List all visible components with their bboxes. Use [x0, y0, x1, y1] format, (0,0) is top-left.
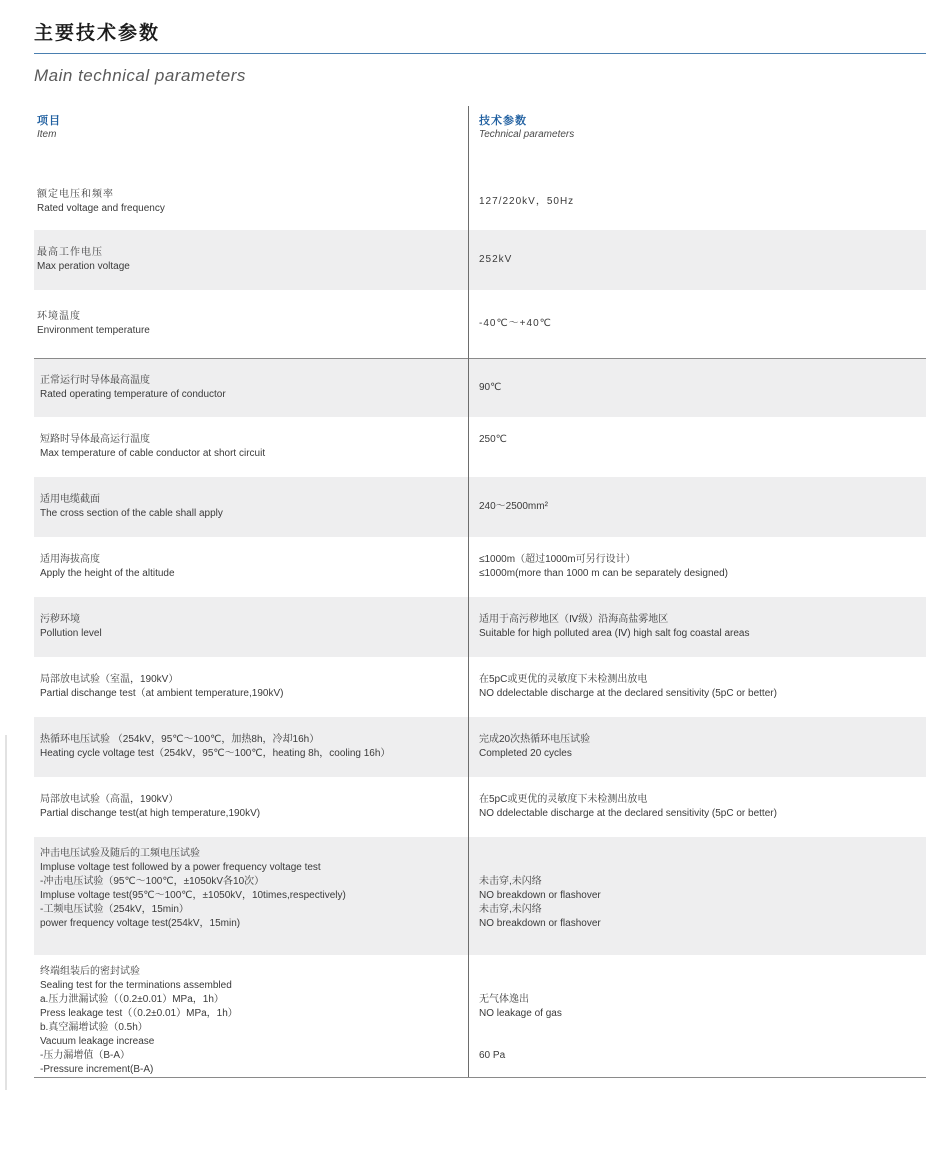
- row-item-cn: 适用海拔高度: [40, 554, 100, 565]
- table-row: [34, 597, 926, 657]
- row-item-cn: 局部放电试验（室温，190kV）: [40, 674, 179, 685]
- row-item-cn: 局部放电试验（高温，190kV）: [40, 794, 179, 805]
- row-item-cn: 额定电压和频率: [37, 189, 114, 200]
- page-title: 主要技术参数: [34, 23, 161, 44]
- table-row: [34, 657, 926, 717]
- row-value-cell: [468, 230, 926, 290]
- row-item-cn: 冲击电压试验及随后的工频电压试验: [40, 848, 200, 859]
- header-item-cell: [34, 106, 468, 174]
- table-row: [34, 537, 926, 597]
- row-item-en: Partial dischange test（at ambient temperature,190kV): [40, 688, 284, 699]
- page-subtitle: Main technical parameters: [34, 66, 246, 85]
- row-item-en: Apply the height of the altitude: [40, 568, 175, 579]
- table-row: [34, 477, 926, 537]
- table-row: [34, 777, 926, 837]
- row-value: Suitable for high polluted area (Ⅳ) high salt fog coastal areas: [479, 628, 750, 639]
- row-item-cell: [34, 477, 468, 537]
- row-item-cn: 最高工作电压: [37, 247, 103, 258]
- row-item-en: Sealing test for the terminations assembled: [40, 980, 232, 991]
- row-value: 在5pC或更优的灵敏度下未检测出放电: [479, 794, 648, 805]
- table-row: [34, 417, 926, 477]
- row-item-cn: 短路时导体最高运行温度: [40, 434, 150, 445]
- row-item-cell: [34, 290, 468, 358]
- row-item-cell: [34, 417, 468, 477]
- row-value-cell: [468, 174, 926, 230]
- row-value-cell: [468, 290, 926, 358]
- row-value: 252kV: [479, 254, 513, 265]
- row-item-cn: 终端组装后的密封试验: [40, 966, 140, 977]
- row-value: 无气体逸出: [479, 994, 529, 1005]
- row-item-cell: [34, 777, 468, 837]
- row-value: 250℃: [479, 434, 507, 445]
- row-item-cell: [34, 955, 468, 1077]
- row-item-cell: [34, 230, 468, 290]
- row-item-cn: 适用电缆截面: [40, 494, 100, 505]
- title-divider: [34, 53, 926, 54]
- table-row: [34, 955, 926, 1077]
- row-value-cell: [468, 359, 926, 417]
- row-item-cn: 正常运行时导体最高温度: [40, 375, 150, 386]
- row-item-en: power frequency voltage test(254kV，15min): [40, 918, 241, 929]
- row-item-cell: [34, 359, 468, 417]
- row-value: ≤1000m（超过1000m可另行设计）: [479, 554, 636, 565]
- row-value-cell: [468, 955, 926, 1077]
- table-row: [34, 717, 926, 777]
- row-item-en: Heating cycle voltage test（254kV，95℃～100℃，heating 8h，cooling 16h）: [40, 748, 391, 759]
- row-value: Completed 20 cycles: [479, 748, 572, 759]
- row-value-cell: [468, 477, 926, 537]
- row-item-cn: b.真空漏增试验（0.5h）: [40, 1022, 148, 1033]
- header-item-cn: 项目: [37, 115, 61, 127]
- row-value-cell: [468, 837, 926, 955]
- header-param-cell: [468, 106, 926, 174]
- row-value: 未击穿,未闪络: [479, 876, 542, 887]
- row-item-en: Impluse voltage test(95℃～100℃，±1050kV，10times,respectively): [40, 890, 346, 901]
- parameters-table: [34, 106, 926, 1078]
- row-value: 240～2500mm²: [479, 501, 548, 512]
- row-item-cell: [34, 717, 468, 777]
- row-value: 127/220kV，50Hz: [479, 196, 575, 207]
- row-item-en: Rated operating temperature of conductor: [40, 389, 226, 400]
- row-item-cn: 污秽环境: [40, 614, 80, 625]
- row-item-en: Impluse voltage test followed by a power frequency voltage test: [40, 862, 321, 873]
- row-item-cell: [34, 597, 468, 657]
- row-item-cn: -冲击电压试验（95℃～100℃，±1050kV各10次）: [40, 876, 265, 887]
- row-item-cn: 热循环电压试验 （254kV，95℃～100℃，加热8h，冷却16h）: [40, 734, 320, 745]
- row-item-cell: [34, 837, 468, 955]
- row-value: NO breakdown or flashover: [479, 918, 601, 929]
- row-item-cn: -压力漏增值（B-A）: [40, 1050, 130, 1061]
- row-item-en: Partial dischange test(at high temperature,190kV): [40, 808, 261, 819]
- table-header: [34, 106, 926, 174]
- row-item-cell: [34, 537, 468, 597]
- row-value: NO leakage of gas: [479, 1008, 562, 1019]
- row-item-en: Environment temperature: [37, 325, 150, 336]
- row-item-en: Vacuum leakage increase: [40, 1036, 155, 1047]
- row-item-en: -Pressure increment(B-A): [40, 1064, 154, 1075]
- row-value-cell: [468, 597, 926, 657]
- header-item-en: Item: [37, 129, 57, 140]
- row-value-cell: [468, 417, 926, 477]
- row-item-en: Max peration voltage: [37, 261, 130, 272]
- row-value: 在5pC或更优的灵敏度下未检测出放电: [479, 674, 648, 685]
- row-item-cell: [34, 657, 468, 717]
- row-value: 未击穿,未闪络: [479, 904, 542, 915]
- row-value: -40℃～+40℃: [479, 318, 552, 329]
- row-value-cell: [468, 537, 926, 597]
- margin-mark: [5, 735, 7, 1090]
- row-item-en: Rated voltage and frequency: [37, 203, 165, 214]
- row-value-cell: [468, 777, 926, 837]
- table-row: [34, 230, 926, 290]
- row-item-en: Pollution level: [40, 628, 102, 639]
- row-value: 适用于高污秽地区（Ⅳ级）沿海高盐雾地区: [479, 614, 669, 625]
- row-value: 90℃: [479, 382, 502, 393]
- row-item-en: Max temperature of cable conductor at short circuit: [40, 448, 266, 459]
- table-row: [34, 358, 926, 417]
- row-item-cn: a.压力泄漏试验（（0.2±0.01）MPa，1h）: [40, 994, 224, 1005]
- row-value-cell: [468, 717, 926, 777]
- header-param-en: Technical parameters: [479, 129, 575, 140]
- row-value: NO ddelectable discharge at the declared sensitivity (5pC or better): [479, 688, 777, 699]
- row-value-cell: [468, 657, 926, 717]
- table-row: [34, 290, 926, 358]
- table-row: [34, 837, 926, 955]
- row-item-cell: [34, 174, 468, 230]
- row-value: 完成20次热循环电压试验: [479, 734, 591, 745]
- row-item-cn: -工频电压试验（254kV，15min）: [40, 904, 189, 915]
- row-value: ≤1000m(more than 1000 m can be separately designed): [479, 568, 728, 579]
- row-item-en: The cross section of the cable shall apply: [40, 508, 223, 519]
- row-value: 60 Pa: [479, 1050, 506, 1061]
- row-item-en: Press leakage test（（0.2±0.01）MPa，1h）: [40, 1008, 238, 1019]
- row-item-cn: 环境温度: [37, 311, 81, 322]
- row-value: NO breakdown or flashover: [479, 890, 601, 901]
- header-param-cn: 技术参数: [479, 115, 527, 127]
- row-value: NO ddelectable discharge at the declared sensitivity (5pC or better): [479, 808, 777, 819]
- table-row: [34, 174, 926, 230]
